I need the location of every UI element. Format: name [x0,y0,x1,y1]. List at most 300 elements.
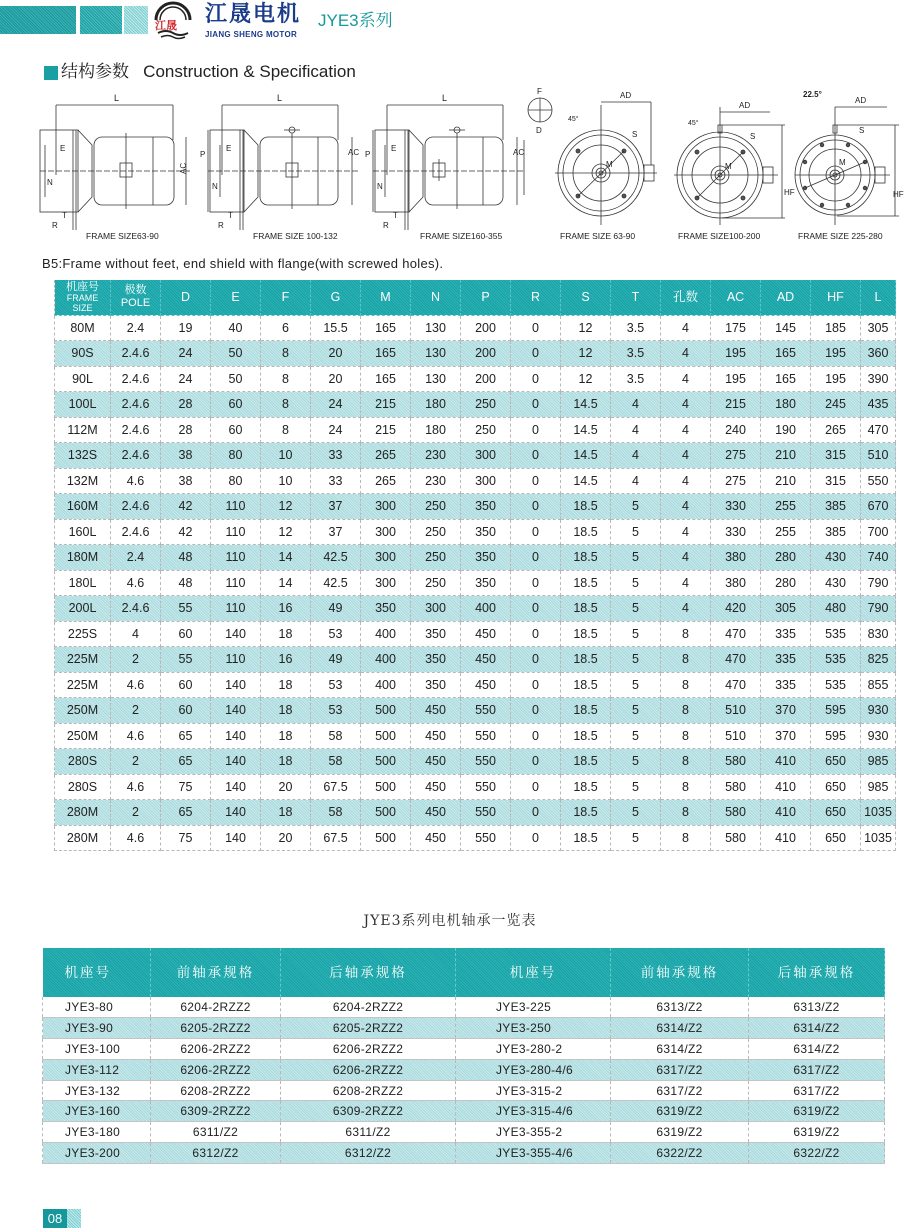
spec-cell: 58 [311,723,361,749]
spec-cell: 14.5 [561,417,611,443]
spec-cell: 240 [711,417,761,443]
brand-name-cn: 江晟电机 [205,2,302,27]
spec-cell: 4.6 [111,570,161,596]
spec-cell: 37 [311,519,361,545]
svg-text:E: E [60,144,66,153]
spec-cell: 5 [611,494,661,520]
svg-text:E: E [391,144,397,153]
spec-cell: 500 [361,698,411,724]
spec-cell: 535 [811,647,861,673]
spec-cell: 450 [411,698,461,724]
bearing-row [43,1080,885,1101]
spec-cell: 18.5 [561,825,611,851]
spec-cell: 132S [55,443,111,469]
svg-text:45°: 45° [688,120,699,127]
spec-cell: 500 [361,800,411,826]
spec-cell: 10 [261,468,311,494]
frame-label-5: FRAME SIZE100-200 [678,231,761,241]
spec-cell: 60 [161,672,211,698]
spec-cell: 2 [111,749,161,775]
spec-cell: 2 [111,647,161,673]
spec-cell: 60 [161,621,211,647]
end-view-drawing-1 [520,85,660,230]
bearing-cell: 6314/Z2 [749,1018,885,1039]
bearing-col-rear-2: 后轴承规格 [749,948,885,997]
spec-cell: 215 [361,392,411,418]
spec-cell: 195 [811,366,861,392]
spec-cell: 300 [361,494,411,520]
svg-text:P: P [200,150,206,159]
svg-text:S: S [632,130,638,139]
spec-cell: 16 [261,596,311,622]
col-header-14: L [861,280,896,315]
spec-cell: 450 [411,723,461,749]
technical-drawings [40,85,904,245]
spec-cell: 8 [261,417,311,443]
spec-cell: 0 [511,774,561,800]
bearing-cell: 6208-2RZZ2 [281,1080,456,1101]
spec-cell: 53 [311,698,361,724]
spec-cell: 40 [211,315,261,341]
bearing-row [43,997,885,1018]
spec-cell: 0 [511,392,561,418]
frame-label-4: FRAME SIZE 63-90 [560,231,636,241]
spec-cell: 50 [211,366,261,392]
spec-cell: 18.5 [561,519,611,545]
spec-cell: 225S [55,621,111,647]
spec-cell: 58 [311,749,361,775]
spec-cell: 0 [511,519,561,545]
spec-cell: 400 [361,647,411,673]
spec-cell: 14.5 [561,468,611,494]
svg-text:N: N [212,182,218,191]
spec-cell: 2.4.6 [111,443,161,469]
bearing-cell: 6204-2RZZ2 [281,997,456,1018]
svg-text:AC: AC [179,162,188,174]
col-header-11: AC [711,280,761,315]
spec-cell: 5 [611,825,661,851]
spec-cell: 0 [511,545,561,571]
col-header-0: D [161,280,211,315]
spec-cell: 650 [811,749,861,775]
spec-cell: 385 [811,494,861,520]
spec-cell: 275 [711,468,761,494]
spec-cell: 4.6 [111,825,161,851]
spec-cell: 450 [411,800,461,826]
bearing-cell: 6312/Z2 [281,1143,456,1164]
spec-row [55,570,896,596]
bearing-header-row [43,948,885,997]
spec-cell: 330 [711,494,761,520]
spec-cell: 4 [611,443,661,469]
spec-cell: 5 [611,545,661,571]
bearing-cell: JYE3-90 [43,1018,151,1039]
spec-cell: 535 [811,672,861,698]
spec-row [55,392,896,418]
spec-cell: 200 [461,315,511,341]
spec-cell: 280M [55,800,111,826]
bearing-cell: 6314/Z2 [749,1039,885,1060]
spec-cell: 500 [361,825,411,851]
spec-cell: 4 [661,545,711,571]
spec-row [55,723,896,749]
svg-text:T: T [393,211,398,220]
spec-cell: 210 [761,443,811,469]
spec-cell: 0 [511,443,561,469]
spec-cell: 4 [661,468,711,494]
svg-text:S: S [859,126,865,135]
spec-cell: 4 [661,315,711,341]
col-header-9: T [611,280,661,315]
bearing-cell: 6206-2RZZ2 [281,1059,456,1080]
spec-cell: 4 [661,494,711,520]
bearing-cell: JYE3-200 [43,1143,151,1164]
spec-cell: 80M [55,315,111,341]
spec-cell: 5 [611,621,661,647]
spec-cell: 110 [211,570,261,596]
section-title: 结构参数 Construction & Specification [61,62,356,81]
col-header-8: S [561,280,611,315]
spec-cell: 67.5 [311,774,361,800]
spec-cell: 4 [661,341,711,367]
spec-cell: 400 [361,621,411,647]
spec-cell: 855 [861,672,896,698]
spec-cell: 2.4.6 [111,366,161,392]
spec-cell: 195 [711,366,761,392]
spec-cell: 250 [411,519,461,545]
spec-cell: 450 [411,774,461,800]
spec-cell: 18 [261,749,311,775]
bearing-cell: 6322/Z2 [611,1143,749,1164]
spec-cell: 130 [411,315,461,341]
bearing-cell: JYE3-280-2 [456,1039,611,1060]
spec-cell: 510 [711,698,761,724]
spec-cell: 4 [611,468,661,494]
spec-cell: 350 [411,672,461,698]
spec-cell: 18.5 [561,749,611,775]
spec-cell: 75 [161,774,211,800]
bearing-row [43,1122,885,1143]
spec-cell: 300 [461,443,511,469]
spec-cell: 8 [261,392,311,418]
spec-cell: 190 [761,417,811,443]
spec-cell: 250 [461,392,511,418]
spec-cell: 42 [161,494,211,520]
spec-cell: 300 [461,468,511,494]
spec-cell: 250M [55,723,111,749]
spec-cell: 280 [761,545,811,571]
spec-cell: 160M [55,494,111,520]
spec-cell: 130 [411,366,461,392]
spec-cell: 18 [261,800,311,826]
spec-row [55,825,896,851]
spec-cell: 140 [211,825,261,851]
spec-header-row [55,280,896,315]
frame-label-1: FRAME SIZE63-90 [86,231,159,241]
spec-cell: 12 [561,366,611,392]
spec-cell: 4 [611,417,661,443]
bearing-col-front-2: 前轴承规格 [611,948,749,997]
b5-caption: B5:Frame without feet, end shield with flange(with screwed holes). [42,256,444,271]
spec-cell: 37 [311,494,361,520]
col-header-3: G [311,280,361,315]
spec-cell: 65 [161,749,211,775]
spec-cell: 180 [761,392,811,418]
spec-cell: 18.5 [561,647,611,673]
spec-cell: 0 [511,723,561,749]
svg-text:F: F [537,87,542,96]
spec-cell: 165 [361,341,411,367]
spec-cell: 305 [861,315,896,341]
bearing-cell: 6317/Z2 [611,1080,749,1101]
spec-cell: 300 [411,596,461,622]
spec-cell: 2 [111,800,161,826]
spec-cell: 280S [55,774,111,800]
frame-header-en1: FRAME [66,293,99,304]
spec-cell: 315 [811,468,861,494]
spec-cell: 470 [711,672,761,698]
spec-cell: 18.5 [561,723,611,749]
spec-cell: 165 [361,315,411,341]
col-header-4: M [361,280,411,315]
spec-cell: 19 [161,315,211,341]
spec-cell: 0 [511,698,561,724]
spec-cell: 2.4.6 [111,392,161,418]
bearing-cell: 6319/Z2 [749,1101,885,1122]
spec-cell: 180 [411,417,461,443]
col-header-10: 孔数 [661,280,711,315]
bearing-cell: 6313/Z2 [749,997,885,1018]
bearing-cell: JYE3-132 [43,1080,151,1101]
spec-cell: 245 [811,392,861,418]
bearing-cell: 6205-2RZZ2 [281,1018,456,1039]
spec-cell: 470 [861,417,896,443]
spec-cell: 410 [761,774,811,800]
bearing-cell: 6205-2RZZ2 [151,1018,281,1039]
bearing-col-frame-1: 机座号 [43,948,151,997]
spec-cell: 195 [711,341,761,367]
spec-cell: 20 [261,825,311,851]
spec-cell: 210 [761,468,811,494]
spec-cell: 4 [661,366,711,392]
spec-cell: 380 [711,545,761,571]
spec-cell: 55 [161,596,211,622]
spec-cell: 4 [661,596,711,622]
spec-cell: 790 [861,596,896,622]
bearing-cell: 6319/Z2 [611,1101,749,1122]
spec-cell: 5 [611,698,661,724]
spec-cell: 18.5 [561,570,611,596]
spec-cell: 500 [361,749,411,775]
bearing-cell: 6206-2RZZ2 [281,1039,456,1060]
spec-cell: 80 [211,468,261,494]
spec-cell: 390 [861,366,896,392]
pole-header-en: POLE [120,297,151,310]
spec-cell: 42.5 [311,545,361,571]
company-logo-icon [152,2,194,42]
spec-row [55,749,896,775]
spec-cell: 2.4 [111,545,161,571]
col-header-7: R [511,280,561,315]
spec-cell: 380 [711,570,761,596]
spec-cell: 8 [261,366,311,392]
col-header-13: HF [811,280,861,315]
bearing-row [43,1018,885,1039]
spec-row [55,672,896,698]
svg-text:45°: 45° [568,116,579,123]
spec-cell: 145 [761,315,811,341]
end-view-drawing-3 [795,85,905,230]
spec-cell: 470 [711,621,761,647]
spec-cell: 275 [711,443,761,469]
bearing-col-rear-1: 后轴承规格 [281,948,456,997]
spec-cell: 0 [511,366,561,392]
spec-cell: 50 [211,341,261,367]
svg-text:M: M [606,160,613,169]
bearing-row [43,1143,885,1164]
bearing-cell: 6314/Z2 [611,1018,749,1039]
spec-cell: 20 [261,774,311,800]
spec-cell: 2.4.6 [111,417,161,443]
svg-text:HF: HF [893,190,904,199]
bearing-cell: JYE3-225 [456,997,611,1018]
side-view-drawing-1 [40,85,200,230]
bearing-cell: 6309-2RZZ2 [151,1101,281,1122]
spec-cell: 410 [761,800,811,826]
bearing-cell: 6208-2RZZ2 [151,1080,281,1101]
spec-cell: 0 [511,596,561,622]
spec-cell: 255 [761,519,811,545]
bearing-cell: 6311/Z2 [151,1122,281,1143]
spec-row [55,774,896,800]
spec-cell: 165 [761,366,811,392]
header-stripe-dark [0,6,76,34]
spec-cell: 350 [461,545,511,571]
spec-cell: 2.4.6 [111,519,161,545]
spec-cell: 0 [511,749,561,775]
spec-cell: 175 [711,315,761,341]
spec-cell: 18 [261,698,311,724]
spec-cell: 985 [861,749,896,775]
spec-cell: 650 [811,774,861,800]
spec-cell: 0 [511,800,561,826]
spec-cell: 280 [761,570,811,596]
spec-cell: 18.5 [561,545,611,571]
spec-cell: 250 [461,417,511,443]
svg-text:T: T [62,211,67,220]
spec-cell: 18 [261,621,311,647]
spec-cell: 48 [161,570,211,596]
spec-cell: 53 [311,621,361,647]
spec-cell: 165 [761,341,811,367]
spec-cell: 0 [511,468,561,494]
spec-cell: 700 [861,519,896,545]
spec-cell: 335 [761,672,811,698]
bearing-col-frame-2: 机座号 [456,948,611,997]
spec-cell: 250 [411,494,461,520]
series-title: JYE3系列 [318,11,393,30]
bearing-cell: JYE3-315-4/6 [456,1101,611,1122]
spec-cell: 110 [211,519,261,545]
spec-row [55,647,896,673]
bearing-row [43,1101,885,1122]
spec-cell: 24 [161,341,211,367]
bearing-cell: 6312/Z2 [151,1143,281,1164]
spec-cell: 225M [55,672,111,698]
svg-text:E: E [226,144,232,153]
spec-cell: 580 [711,800,761,826]
svg-text:AD: AD [620,91,632,100]
spec-cell: 595 [811,698,861,724]
spec-cell: 200L [55,596,111,622]
spec-cell: 370 [761,698,811,724]
spec-cell: 180 [411,392,461,418]
spec-cell: 48 [161,545,211,571]
section-marker-icon [44,66,58,80]
spec-cell: 435 [861,392,896,418]
spec-cell: 4 [661,519,711,545]
spec-cell: 14.5 [561,443,611,469]
spec-cell: 18.5 [561,494,611,520]
svg-text:AD: AD [739,101,751,110]
spec-cell: 350 [461,494,511,520]
spec-row [55,596,896,622]
spec-cell: 4.6 [111,774,161,800]
spec-cell: 265 [361,468,411,494]
spec-cell: 16 [261,647,311,673]
spec-row [55,443,896,469]
spec-cell: 250 [411,570,461,596]
spec-cell: 450 [461,621,511,647]
bearing-cell: 6206-2RZZ2 [151,1059,281,1080]
spec-cell: 10 [261,443,311,469]
spec-table [54,280,896,851]
spec-cell: 550 [461,698,511,724]
spec-cell: 33 [311,468,361,494]
spec-cell: 3.5 [611,366,661,392]
spec-cell: 5 [611,519,661,545]
spec-cell: 49 [311,596,361,622]
spec-cell: 1035 [861,800,896,826]
spec-row [55,545,896,571]
bearing-cell: 6309-2RZZ2 [281,1101,456,1122]
bearing-cell: JYE3-355-2 [456,1122,611,1143]
spec-cell: 5 [611,749,661,775]
spec-cell: 985 [861,774,896,800]
spec-cell: 185 [811,315,861,341]
spec-cell: 4.6 [111,468,161,494]
logo-text: 江晟 [155,19,177,32]
spec-cell: 510 [711,723,761,749]
spec-cell: 53 [311,672,361,698]
spec-cell: 110 [211,647,261,673]
spec-cell: 400 [361,672,411,698]
bearing-cell: 6313/Z2 [611,997,749,1018]
spec-cell: 215 [361,417,411,443]
spec-cell: 535 [811,621,861,647]
col-header-pole [111,280,161,315]
bearing-cell: JYE3-315-2 [456,1080,611,1101]
spec-cell: 0 [511,341,561,367]
side-view-drawing-3 [365,85,530,230]
spec-row [55,315,896,341]
bearing-cell: 6206-2RZZ2 [151,1039,281,1060]
spec-cell: 410 [761,825,811,851]
bearing-cell: JYE3-112 [43,1059,151,1080]
spec-cell: 4 [661,570,711,596]
header-stripe-light [124,6,148,34]
spec-cell: 250M [55,698,111,724]
